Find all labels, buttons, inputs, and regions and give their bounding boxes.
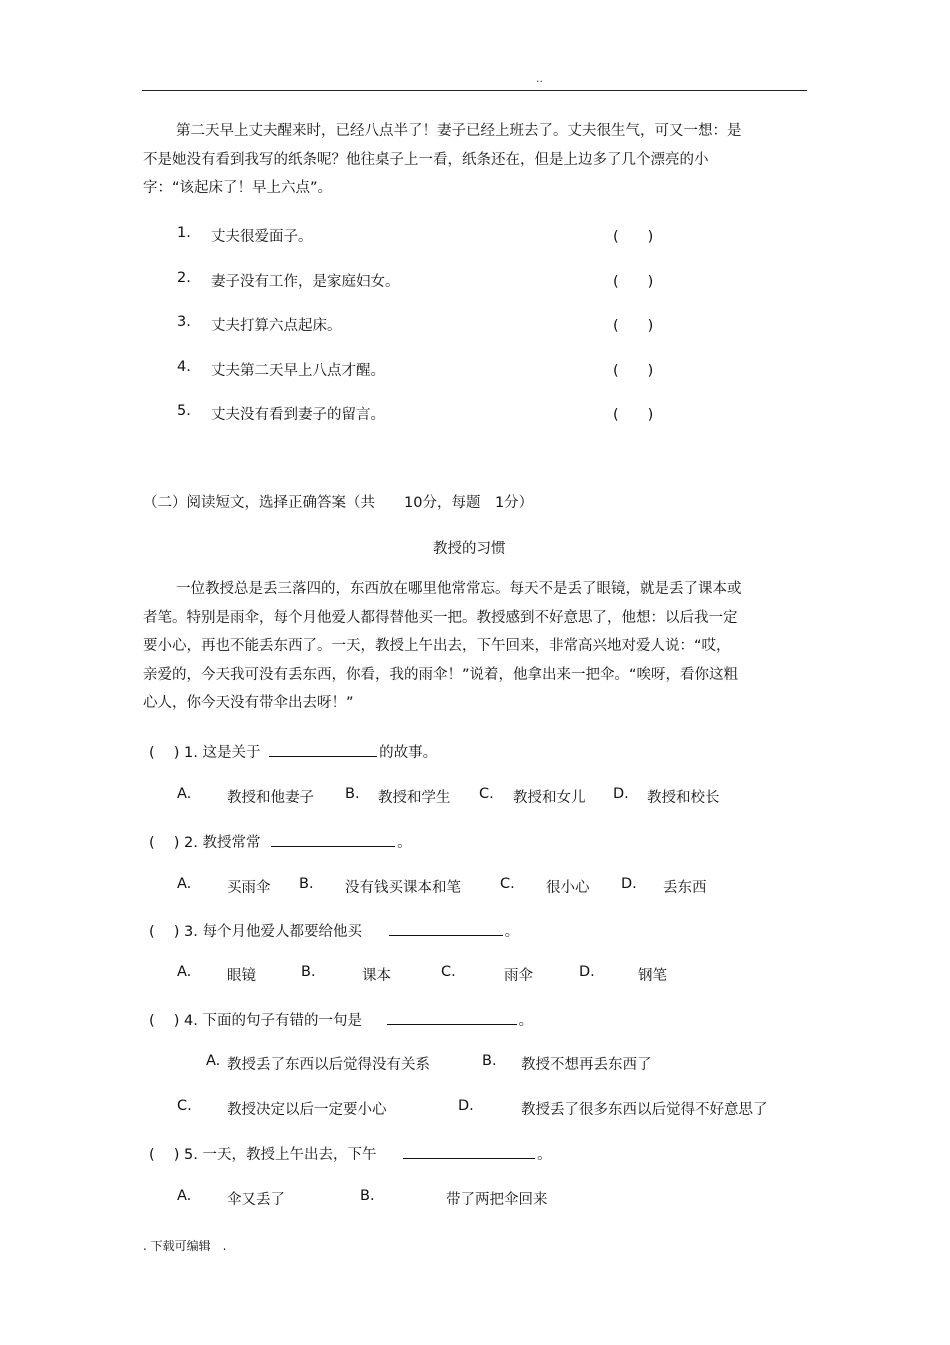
question-prefix: ( ) 3. 每个月他爱人都要给他买 xyxy=(149,924,362,940)
tf-number: 5. xyxy=(177,403,191,419)
header-rule xyxy=(142,90,807,91)
option-letter: C. xyxy=(177,1098,192,1114)
option-text: 雨伞 xyxy=(504,968,533,984)
tf-answer-paren: ( ) xyxy=(613,274,654,290)
option-text: 丢东西 xyxy=(663,880,707,896)
option-letter: B. xyxy=(360,1188,375,1204)
question-1 xyxy=(149,741,437,762)
option-text: 眼镜 xyxy=(227,968,256,984)
question-prefix: ( ) 4. 下面的句子有错的一句是 xyxy=(149,1013,362,1029)
answer-blank[interactable] xyxy=(389,921,503,936)
tf-number: 2. xyxy=(177,270,191,286)
tf-number: 3. xyxy=(177,314,191,330)
option-text: 教授和校长 xyxy=(647,790,720,806)
option-text: 带了两把伞回来 xyxy=(446,1192,548,1208)
header-marker: .. xyxy=(536,72,543,85)
tf-statement: 丈夫打算六点起床。 xyxy=(211,318,342,334)
option-text: 没有钱买课本和笔 xyxy=(345,880,461,896)
option-letter: B. xyxy=(299,876,314,892)
option-text: 教授丢了很多东西以后觉得不好意思了 xyxy=(521,1102,768,1118)
option-letter: D. xyxy=(621,876,637,892)
tf-number: 4. xyxy=(177,359,191,375)
question-prefix: ( ) 2. 教授常常 xyxy=(149,835,261,851)
question-suffix: 。 xyxy=(518,1013,534,1029)
option-text: 教授和他妻子 xyxy=(227,790,314,806)
question-prefix: ( ) 1. 这是关于 xyxy=(149,745,261,761)
footer-note: . 下载可编辑 . xyxy=(143,1239,227,1253)
question-prefix: ( ) 5. 一天，教授上午出去，下午 xyxy=(149,1147,377,1163)
tf-answer-paren: ( ) xyxy=(613,363,654,379)
passage-1-text: 第二天早上丈夫醒来时，已经八点半了！妻子已经上班去了。丈夫很生气，可又一想：是不是她没有看到我写的纸条呢？他往桌子上一看，纸条还在，但是上边多了几个漂亮的小字：“该起床了！早上六点”。 xyxy=(143,123,742,196)
option-text: 教授丢了东西以后觉得没有关系 xyxy=(227,1057,430,1073)
option-letter: A. xyxy=(177,876,192,892)
question-4 xyxy=(149,1009,533,1030)
passage-2 xyxy=(143,575,743,718)
option-text: 教授和女儿 xyxy=(513,790,586,806)
option-letter: A. xyxy=(177,786,192,802)
passage-2-text: 一位教授总是丢三落四的，东西放在哪里他常常忘。每天不是丢了眼镜，就是丢了课本或者笔。特别是雨伞，每个月他爱人都得替他买一把。教授感到不好意思了，他想：以后我一定要小心，再也不能丢东西了。一天，教授上午出去，下午回来，非常高兴地对爱人说：“哎，亲爱的，今天我可没有丢东西，你看，我的雨伞！”说着，他拿出来一把伞。“唉呀，看你这粗心人，你今天没有带伞出去呀！” xyxy=(143,581,742,711)
tf-answer-paren: ( ) xyxy=(613,407,654,423)
option-text: 教授决定以后一定要小心 xyxy=(227,1102,387,1118)
option-letter: A. xyxy=(177,964,192,980)
option-letter: C. xyxy=(479,786,494,802)
tf-statement: 丈夫很爱面子。 xyxy=(211,229,313,245)
question-3 xyxy=(149,920,519,941)
option-text: 课本 xyxy=(362,968,391,984)
question-5 xyxy=(149,1143,552,1164)
option-letter: D. xyxy=(458,1098,474,1114)
option-letter: A. xyxy=(177,1188,192,1204)
option-letter: C. xyxy=(500,876,515,892)
option-text: 买雨伞 xyxy=(227,880,271,896)
tf-statement: 妻子没有工作，是家庭妇女。 xyxy=(211,274,400,290)
answer-blank[interactable] xyxy=(387,1010,517,1025)
question-suffix: 的故事。 xyxy=(379,745,438,761)
question-suffix: 。 xyxy=(504,924,520,940)
tf-statement: 丈夫第二天早上八点才醒。 xyxy=(211,363,385,379)
option-letter: B. xyxy=(482,1053,497,1069)
question-suffix: 。 xyxy=(537,1147,552,1163)
option-letter: D. xyxy=(613,786,629,802)
tf-number: 1. xyxy=(177,225,191,241)
passage-1 xyxy=(143,117,743,203)
option-letter: C. xyxy=(441,964,456,980)
option-text: 教授不想再丢东西了 xyxy=(521,1057,652,1073)
option-text: 教授和学生 xyxy=(378,790,451,806)
option-text: 很小心 xyxy=(546,880,590,896)
answer-blank[interactable] xyxy=(403,1144,535,1159)
section-heading: （二）阅读短文，选择正确答案（共 10分，每题 1分） xyxy=(143,495,534,511)
option-letter: B. xyxy=(301,964,316,980)
story-title: 教授的习惯 xyxy=(433,541,506,557)
question-suffix: 。 xyxy=(397,835,412,851)
option-text: 钢笔 xyxy=(638,968,667,984)
answer-blank[interactable] xyxy=(269,742,377,757)
option-letter: A. xyxy=(206,1053,221,1069)
option-text: 伞又丢了 xyxy=(227,1192,285,1208)
tf-statement: 丈夫没有看到妻子的留言。 xyxy=(211,407,385,423)
option-letter: B. xyxy=(345,786,360,802)
question-2 xyxy=(149,831,412,852)
tf-answer-paren: ( ) xyxy=(613,318,654,334)
answer-blank[interactable] xyxy=(271,832,395,847)
option-letter: D. xyxy=(579,964,595,980)
tf-answer-paren: ( ) xyxy=(613,229,654,245)
